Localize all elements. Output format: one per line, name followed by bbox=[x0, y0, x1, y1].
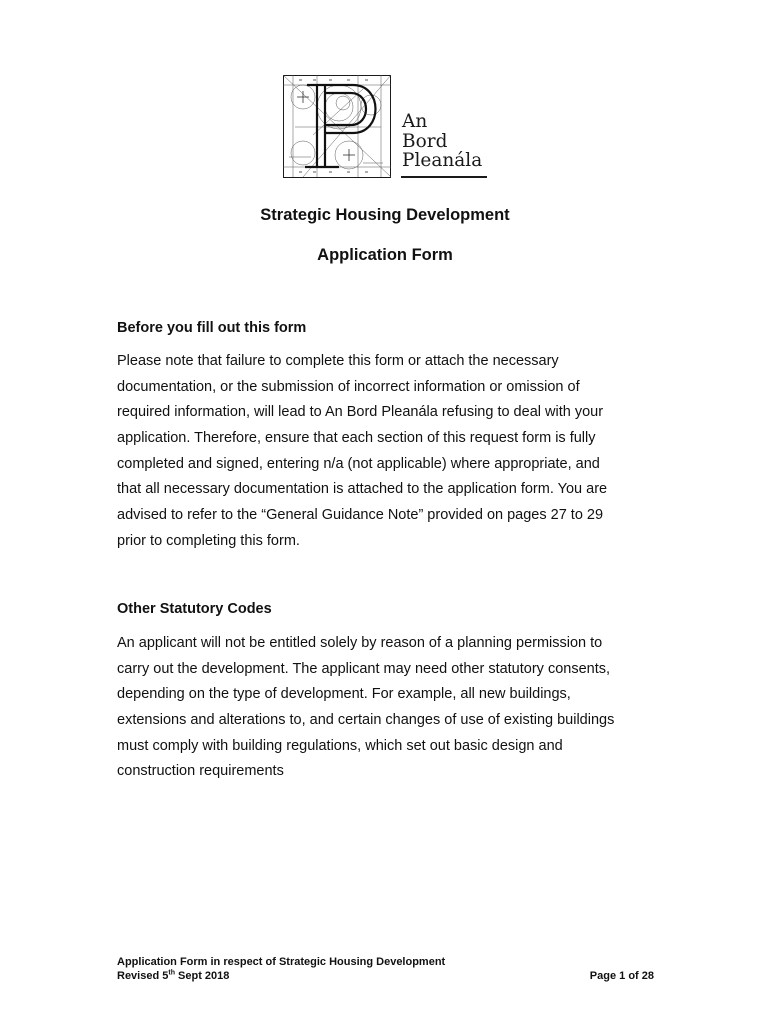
paragraph-line: prior to completing this form. bbox=[117, 532, 300, 549]
footer-revised-suffix: Sept 2018 bbox=[174, 970, 230, 982]
page-footer bbox=[117, 955, 445, 983]
paragraph-line: carry out the development. The applicant may need other statutory consents, bbox=[117, 660, 611, 677]
paragraph-line: application. Therefore, ensure that each section of this request form is fully bbox=[117, 430, 596, 447]
paragraph-line: Please note that failure to complete this form or attach the necessary bbox=[117, 353, 559, 369]
paragraph-line: advised to refer to the “General Guidance Note” provided on pages 27 to 29 bbox=[117, 507, 604, 524]
paragraph-line: must comply with building regulations, which set out basic design and bbox=[117, 737, 563, 754]
footer-form-description: Application Form in respect of Strategic Housing Development bbox=[117, 956, 446, 968]
document-title: Strategic Housing Development bbox=[260, 206, 510, 224]
logo-wordmark bbox=[402, 112, 482, 171]
paragraph-line: completed and signed, entering n/a (not applicable) where appropriate, and bbox=[117, 455, 600, 472]
paragraph-line: required information, will lead to An Bord Pleanála refusing to deal with your bbox=[117, 404, 604, 421]
section-heading-before-you-fill: Before you fill out this form bbox=[117, 320, 307, 336]
footer-revised-prefix: Revised 5 bbox=[117, 970, 169, 982]
logo-emblem-icon bbox=[283, 75, 395, 185]
section-paragraph-before-you-fill bbox=[117, 349, 677, 555]
footer-revised-sup: th bbox=[168, 969, 175, 977]
section-heading-other-statutory-codes: Other Statutory Codes bbox=[117, 601, 272, 617]
logo-underline bbox=[401, 176, 487, 178]
logo-text-line: Bord bbox=[402, 130, 448, 152]
section-paragraph-other-statutory-codes bbox=[117, 631, 677, 785]
document-subtitle: Application Form bbox=[317, 246, 453, 264]
logo-text-line: An bbox=[402, 111, 428, 132]
logo-text-line: Pleanála bbox=[402, 150, 483, 171]
paragraph-line: depending on the type of development. For example, all new buildings, bbox=[117, 686, 571, 703]
footer-revision-date bbox=[117, 969, 445, 983]
page-number: Page 1 of 28 bbox=[589, 970, 654, 982]
paragraph-line: extensions and alterations to, and certain changes of use of existing buildings bbox=[117, 712, 615, 729]
paragraph-line: documentation, or the submission of incorrect information or omission of bbox=[117, 378, 580, 395]
paragraph-line: construction requirements bbox=[117, 763, 284, 780]
paragraph-line: An applicant will not be entitled solely by reason of a planning permission to bbox=[117, 635, 603, 651]
paragraph-line: that all necessary documentation is attached to the application form. You are bbox=[117, 481, 608, 498]
an-bord-pleanala-logo bbox=[283, 75, 493, 185]
